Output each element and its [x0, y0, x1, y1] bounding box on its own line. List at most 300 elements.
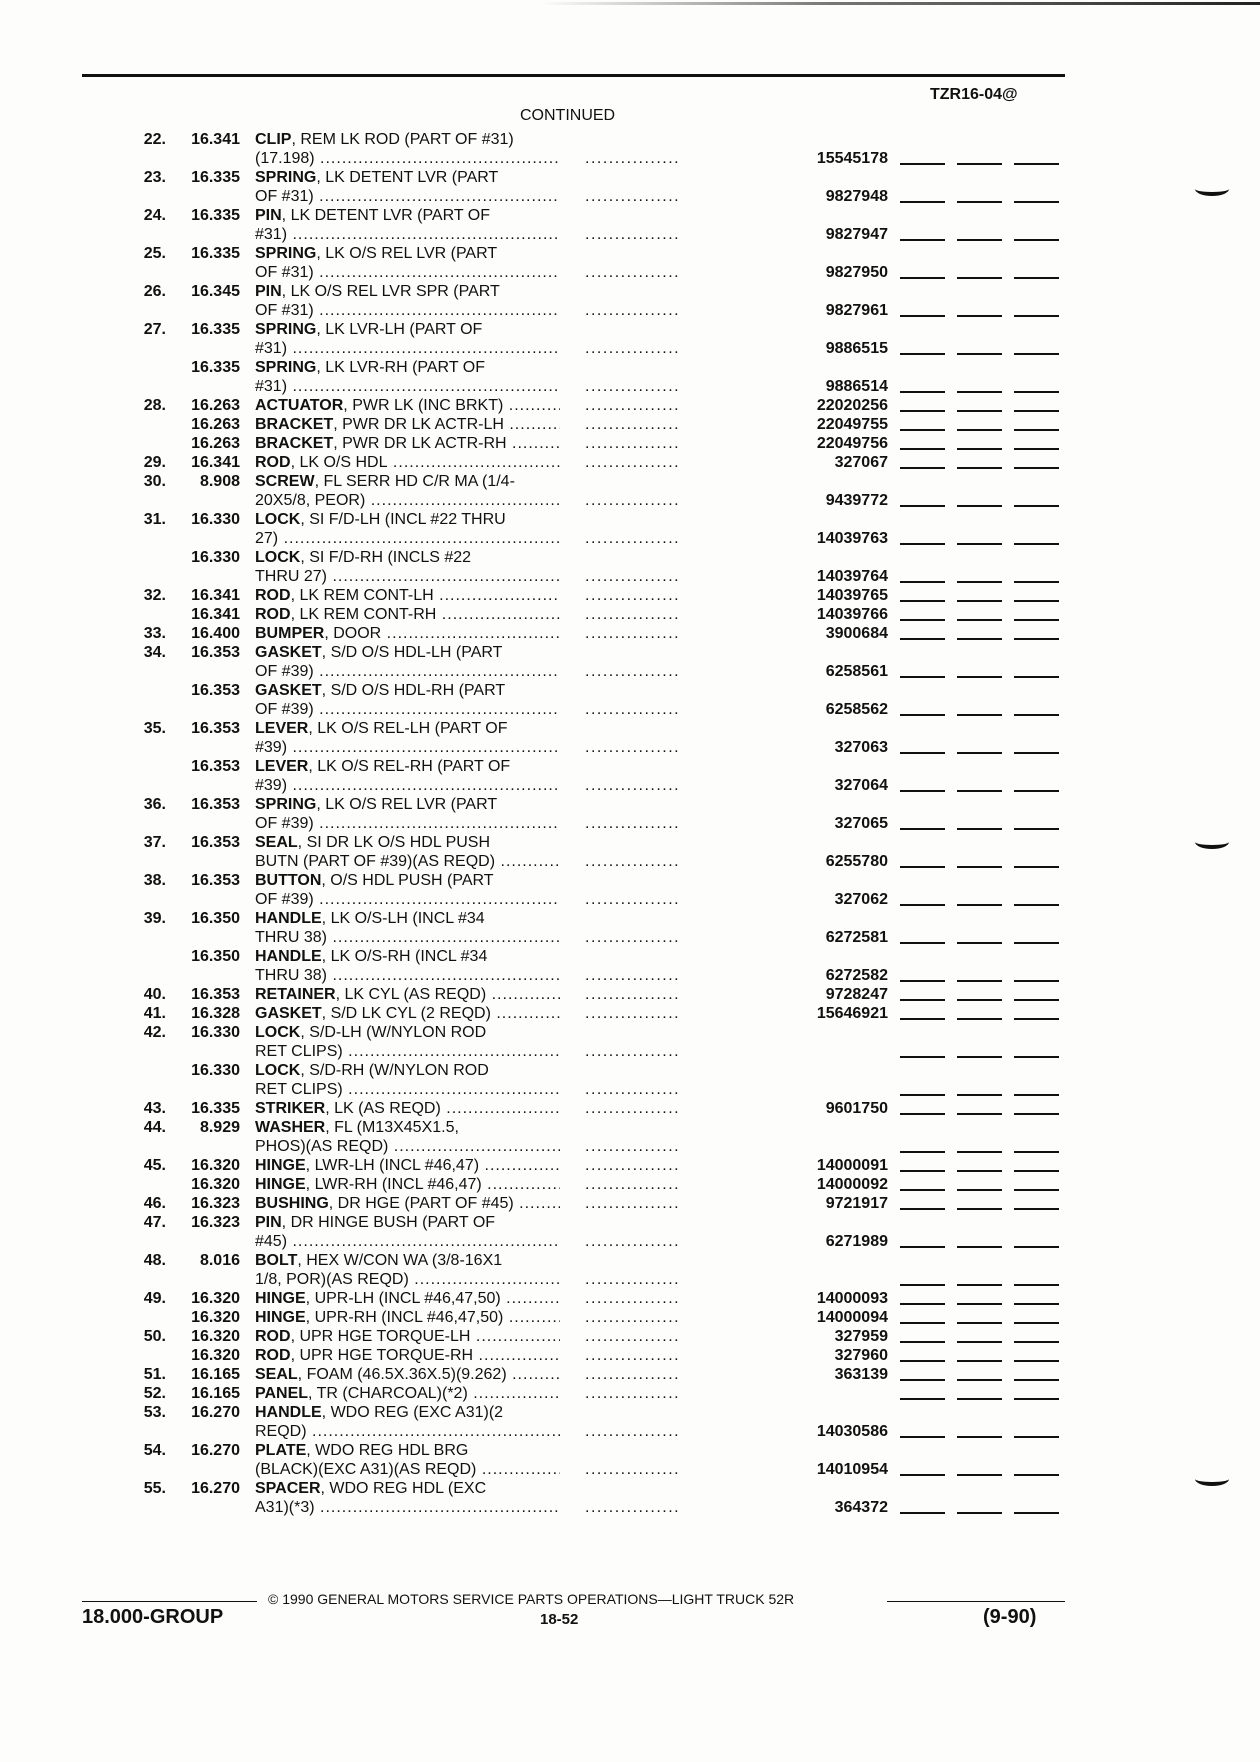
- part-detail: , SI F/D-RH (INCLS #22: [300, 549, 472, 566]
- blank-line: [1014, 1151, 1059, 1153]
- blank-line: [957, 1208, 1002, 1210]
- group-number: 16.353: [191, 872, 240, 889]
- part-detail: , LK O/S REL-RH (PART OF: [308, 758, 511, 775]
- part-detail: , LK O/S-RH (INCL #34: [321, 948, 488, 965]
- part-description: [255, 1251, 560, 1270]
- blank-line: [900, 277, 945, 279]
- part-description: [255, 472, 560, 491]
- blank-line: [957, 904, 1002, 906]
- part-detail-line2: #45) .....: [255, 1232, 560, 1251]
- part-entry: [0, 605, 1260, 624]
- blank-line: [1014, 904, 1059, 906]
- part-number: 14000094: [816, 1309, 888, 1326]
- part-entry: [0, 947, 1260, 966]
- part-name: HANDLE: [255, 1404, 322, 1421]
- item-number: 47.: [143, 1214, 166, 1231]
- blank-line: [957, 467, 1002, 469]
- part-detail: , LK DETENT LVR (PART OF: [281, 207, 491, 224]
- part-detail-line2: OF #31) .....: [255, 301, 560, 320]
- item-number: 38.: [143, 872, 166, 889]
- blank-line: [957, 163, 1002, 165]
- leader-dots: ................: [585, 663, 681, 680]
- blank-line: [957, 638, 1002, 640]
- part-name: STRIKER: [255, 1100, 326, 1117]
- part-detail: , WDO REG HDL BRG: [306, 1442, 469, 1459]
- blank-line: [957, 1056, 1002, 1058]
- part-detail-line2: (BLACK)(EXC A31)(AS REQD) .....: [255, 1460, 560, 1479]
- part-description: [255, 1441, 560, 1460]
- part-number: 327067: [834, 454, 888, 471]
- quantity-blanks: [900, 543, 1060, 545]
- blank-line: [1014, 676, 1059, 678]
- blank-line: [1014, 980, 1059, 982]
- blank-line: [1014, 353, 1059, 355]
- part-entry-continued: [0, 1422, 1260, 1441]
- quantity-blanks: [900, 163, 1060, 165]
- blank-line: [1014, 410, 1059, 412]
- part-number: 9721917: [825, 1195, 888, 1212]
- leader-dots: ................: [585, 188, 681, 205]
- part-description: [255, 415, 560, 434]
- leader-dots: ................: [585, 150, 681, 167]
- part-entry: [0, 1403, 1260, 1422]
- blank-line: [957, 429, 1002, 431]
- part-name: ROD: [255, 606, 291, 623]
- blank-line: [900, 1056, 945, 1058]
- blank-line: [900, 163, 945, 165]
- part-detail-line2: OF #31) .....: [255, 263, 560, 282]
- part-detail: , LK REM CONT-RH: [290, 606, 437, 623]
- part-detail: , LK LVR-LH (PART OF: [316, 321, 483, 338]
- part-number: 327064: [834, 777, 888, 794]
- blank-line: [900, 1341, 945, 1343]
- part-detail: , REM LK ROD (PART OF #31): [291, 131, 514, 148]
- part-name: GASKET: [255, 1005, 322, 1022]
- item-number: 43.: [143, 1100, 166, 1117]
- part-detail: , LK REM CONT-LH: [290, 587, 434, 604]
- group-number: 16.353: [191, 644, 240, 661]
- quantity-blanks: [900, 467, 1060, 469]
- blank-line: [1014, 1246, 1059, 1248]
- part-name: HINGE: [255, 1157, 306, 1174]
- part-detail-line2: RET CLIPS) .....: [255, 1042, 560, 1061]
- part-name: ROD: [255, 587, 291, 604]
- part-detail: , SI DR LK O/S HDL PUSH: [297, 834, 491, 851]
- part-entry: [0, 624, 1260, 643]
- part-description: [255, 1194, 560, 1213]
- part-entry-continued: [0, 776, 1260, 795]
- part-name: BRACKET: [255, 416, 334, 433]
- item-number: 44.: [143, 1119, 166, 1136]
- blank-line: [957, 999, 1002, 1001]
- part-detail-line2: OF #31) .....: [255, 187, 560, 206]
- part-number: 22049756: [816, 435, 888, 452]
- group-number: 16.335: [191, 207, 240, 224]
- blank-line: [900, 1303, 945, 1305]
- part-entry-continued: [0, 662, 1260, 681]
- leader-dots: ................: [585, 492, 681, 509]
- blank-line: [900, 1512, 945, 1514]
- part-description: [255, 548, 560, 567]
- part-detail: , DR HGE (PART OF #45): [328, 1195, 514, 1212]
- part-number: 14039764: [816, 568, 888, 585]
- blank-line: [1014, 942, 1059, 944]
- part-detail-line2: #31) .....: [255, 377, 560, 396]
- part-name: WASHER: [255, 1119, 326, 1136]
- part-name: ROD: [255, 1328, 291, 1345]
- part-number: 9827961: [825, 302, 888, 319]
- part-description: [255, 947, 560, 966]
- part-name: SCREW: [255, 473, 315, 490]
- part-detail-line2: OF #39) .....: [255, 814, 560, 833]
- part-number: 9827947: [825, 226, 888, 243]
- group-number: 16.165: [191, 1385, 240, 1402]
- part-detail: , LK O/S REL LVR (PART: [316, 245, 498, 262]
- item-number: 41.: [143, 1005, 166, 1022]
- part-entry: [0, 320, 1260, 339]
- part-description: [255, 320, 560, 339]
- part-entry: [0, 1156, 1260, 1175]
- part-detail: , LK LVR-RH (PART OF: [316, 359, 485, 376]
- part-name: BUMPER: [255, 625, 325, 642]
- part-name: BOLT: [255, 1252, 298, 1269]
- part-entry-continued: [0, 339, 1260, 358]
- group-number: 16.353: [191, 796, 240, 813]
- part-detail: , DOOR: [324, 625, 382, 642]
- part-entry: [0, 415, 1260, 434]
- part-entry: [0, 1441, 1260, 1460]
- blank-line: [1014, 790, 1059, 792]
- quantity-blanks: [900, 1018, 1060, 1020]
- quantity-blanks: [900, 1056, 1060, 1058]
- part-description: [255, 1061, 560, 1080]
- blank-line: [957, 505, 1002, 507]
- part-description: [255, 985, 560, 1004]
- quantity-blanks: [900, 980, 1060, 982]
- part-entry: [0, 1346, 1260, 1365]
- blank-line: [957, 1018, 1002, 1020]
- blank-line: [1014, 1436, 1059, 1438]
- part-entry: [0, 282, 1260, 301]
- part-number: 327065: [834, 815, 888, 832]
- part-entry-continued: [0, 890, 1260, 909]
- part-name: ROD: [255, 454, 291, 471]
- part-entry-continued: [0, 1498, 1260, 1517]
- part-detail-line2: A31)(*3) .....: [255, 1498, 560, 1517]
- part-description: [255, 681, 560, 700]
- part-entry: [0, 396, 1260, 415]
- group-number: 8.929: [199, 1119, 240, 1136]
- part-description: [255, 605, 560, 624]
- quantity-blanks: [900, 353, 1060, 355]
- group-number: 16.350: [191, 948, 240, 965]
- part-description: [255, 871, 560, 890]
- part-name: SPRING: [255, 796, 317, 813]
- blank-line: [957, 866, 1002, 868]
- part-entry: [0, 130, 1260, 149]
- part-detail: , WDO REG HDL (EXC: [320, 1480, 487, 1497]
- blank-line: [957, 201, 1002, 203]
- blank-line: [900, 410, 945, 412]
- blank-line: [900, 1284, 945, 1286]
- part-detail: , WDO REG (EXC A31)(2: [321, 1404, 504, 1421]
- part-detail: , UPR-RH (INCL #46,47,50): [305, 1309, 504, 1326]
- blank-line: [957, 1360, 1002, 1362]
- blank-line: [900, 1379, 945, 1381]
- part-detail-line2: OF #39) .....: [255, 890, 560, 909]
- part-description: [255, 1004, 560, 1023]
- leader-dots: ................: [585, 1309, 681, 1326]
- group-number: 16.270: [191, 1480, 240, 1497]
- part-number: 22020256: [816, 397, 888, 414]
- part-description: [255, 244, 560, 263]
- part-detail: , UPR-LH (INCL #46,47,50): [305, 1290, 501, 1307]
- item-number: 28.: [143, 397, 166, 414]
- part-name: SPRING: [255, 169, 317, 186]
- item-number: 50.: [143, 1328, 166, 1345]
- part-entry: [0, 1004, 1260, 1023]
- leader-dots: ................: [585, 1157, 681, 1174]
- blank-line: [1014, 1113, 1059, 1115]
- group-number: 16.341: [191, 587, 240, 604]
- footer-rule-left: [82, 1601, 257, 1602]
- part-name: LOCK: [255, 549, 301, 566]
- blank-line: [900, 1113, 945, 1115]
- group-number: 16.320: [191, 1347, 240, 1364]
- part-name: PLATE: [255, 1442, 307, 1459]
- group-number: 8.016: [199, 1252, 240, 1269]
- part-number: 15545178: [816, 150, 888, 167]
- blank-line: [900, 1360, 945, 1362]
- part-name: PANEL: [255, 1385, 309, 1402]
- part-description: [255, 396, 560, 415]
- part-entry-continued: [0, 852, 1260, 871]
- leader-dots: ................: [585, 777, 681, 794]
- part-description: [255, 757, 560, 776]
- part-description: [255, 510, 560, 529]
- quantity-blanks: [900, 1094, 1060, 1096]
- part-entry: [0, 1194, 1260, 1213]
- blank-line: [1014, 277, 1059, 279]
- item-number: 52.: [143, 1385, 166, 1402]
- part-number: 327062: [834, 891, 888, 908]
- leader-dots: ................: [585, 378, 681, 395]
- quantity-blanks: [900, 790, 1060, 792]
- blank-line: [957, 1284, 1002, 1286]
- blank-line: [957, 391, 1002, 393]
- blank-line: [1014, 600, 1059, 602]
- quantity-blanks: [900, 638, 1060, 640]
- quantity-blanks: [900, 1189, 1060, 1191]
- part-description: [255, 168, 560, 187]
- part-entry: [0, 643, 1260, 662]
- part-entry: [0, 719, 1260, 738]
- footer-rule-right: [887, 1601, 1065, 1602]
- part-description: [255, 1346, 560, 1365]
- quantity-blanks: [900, 1284, 1060, 1286]
- blank-line: [957, 1398, 1002, 1400]
- group-number: 16.330: [191, 1024, 240, 1041]
- blank-line: [900, 828, 945, 830]
- blank-line: [900, 866, 945, 868]
- blank-line: [957, 315, 1002, 317]
- part-description: [255, 909, 560, 928]
- blank-line: [957, 1474, 1002, 1476]
- leader-dots: ................: [585, 1328, 681, 1345]
- leader-dots: ................: [585, 435, 681, 452]
- blank-line: [957, 1151, 1002, 1153]
- part-number: 6255780: [825, 853, 888, 870]
- item-number: 31.: [143, 511, 166, 528]
- quantity-blanks: [900, 828, 1060, 830]
- leader-dots: ................: [585, 967, 681, 984]
- part-entry: [0, 1061, 1260, 1080]
- item-number: 26.: [143, 283, 166, 300]
- item-number: 30.: [143, 473, 166, 490]
- part-name: ROD: [255, 1347, 291, 1364]
- part-detail-line2: #31) .....: [255, 225, 560, 244]
- blank-line: [1014, 1360, 1059, 1362]
- part-description: [255, 453, 560, 472]
- leader-dots: ................: [585, 1043, 681, 1060]
- part-detail-line2: THRU 38) .....: [255, 928, 560, 947]
- item-number: 29.: [143, 454, 166, 471]
- part-entry: [0, 757, 1260, 776]
- part-entry: [0, 510, 1260, 529]
- part-description: [255, 1023, 560, 1042]
- blank-line: [1014, 315, 1059, 317]
- part-detail: , UPR HGE TORQUE-RH: [290, 1347, 474, 1364]
- part-description: [255, 1099, 560, 1118]
- part-number: 6272582: [825, 967, 888, 984]
- part-description: [255, 206, 560, 225]
- copyright-notice: © 1990 GENERAL MOTORS SERVICE PARTS OPERATIONS—LIGHT TRUCK 52R: [268, 1591, 795, 1607]
- part-detail: , LWR-LH (INCL #46,47): [305, 1157, 480, 1174]
- part-detail-line2: #39) .....: [255, 776, 560, 795]
- blank-line: [1014, 505, 1059, 507]
- part-name: LOCK: [255, 1062, 301, 1079]
- group-number: 16.335: [191, 359, 240, 376]
- blank-line: [900, 1474, 945, 1476]
- quantity-blanks: [900, 1341, 1060, 1343]
- part-entry: [0, 681, 1260, 700]
- part-number: 9728247: [825, 986, 888, 1003]
- group-number: 16.263: [191, 416, 240, 433]
- group-number: 16.328: [191, 1005, 240, 1022]
- item-number: 22.: [143, 131, 166, 148]
- item-number: 45.: [143, 1157, 166, 1174]
- part-number: 14000093: [816, 1290, 888, 1307]
- leader-dots: ................: [585, 340, 681, 357]
- part-description: [255, 282, 560, 301]
- item-number: 24.: [143, 207, 166, 224]
- page-number: 18-52: [540, 1611, 579, 1628]
- blank-line: [957, 1512, 1002, 1514]
- blank-line: [900, 1170, 945, 1172]
- blank-line: [1014, 1379, 1059, 1381]
- blank-line: [957, 543, 1002, 545]
- blank-line: [957, 600, 1002, 602]
- part-number: 14000091: [816, 1157, 888, 1174]
- quantity-blanks: [900, 239, 1060, 241]
- blank-line: [1014, 638, 1059, 640]
- leader-dots: ................: [585, 1423, 681, 1440]
- part-detail: , PWR DR LK ACTR-LH: [333, 416, 504, 433]
- leader-dots: ................: [585, 815, 681, 832]
- part-detail: , LK DETENT LVR (PART: [316, 169, 499, 186]
- part-description: [255, 1384, 560, 1403]
- blank-line: [900, 581, 945, 583]
- leader-dots: ................: [585, 530, 681, 547]
- part-name: LOCK: [255, 1024, 301, 1041]
- part-entry: [0, 909, 1260, 928]
- blank-line: [957, 1246, 1002, 1248]
- part-description: [255, 434, 560, 453]
- quantity-blanks: [900, 714, 1060, 716]
- part-description: [255, 1289, 560, 1308]
- part-entry-continued: [0, 149, 1260, 168]
- leader-dots: ................: [585, 1233, 681, 1250]
- part-detail-line2: 1/8, POR)(AS REQD) .....: [255, 1270, 560, 1289]
- blank-line: [1014, 1512, 1059, 1514]
- part-entry-continued: [0, 263, 1260, 282]
- leader-dots: ................: [585, 1100, 681, 1117]
- part-detail-line2: #39) .....: [255, 738, 560, 757]
- group-number: 16.320: [191, 1328, 240, 1345]
- group-number: 16.353: [191, 986, 240, 1003]
- part-entry: [0, 434, 1260, 453]
- part-number: 14039766: [816, 606, 888, 623]
- blank-line: [900, 752, 945, 754]
- part-entry: [0, 1327, 1260, 1346]
- quantity-blanks: [900, 1474, 1060, 1476]
- part-name: SPRING: [255, 321, 317, 338]
- part-name: BRACKET: [255, 435, 334, 452]
- part-entry-continued: [0, 1080, 1260, 1099]
- group-number: 16.263: [191, 397, 240, 414]
- group-number: 16.330: [191, 1062, 240, 1079]
- leader-dots: ................: [585, 891, 681, 908]
- group-number: 16.335: [191, 321, 240, 338]
- part-description: [255, 624, 560, 643]
- part-name: ACTUATOR: [255, 397, 344, 414]
- blank-line: [957, 1322, 1002, 1324]
- quantity-blanks: [900, 1360, 1060, 1362]
- part-number: 6272581: [825, 929, 888, 946]
- quantity-blanks: [900, 410, 1060, 412]
- part-name: HANDLE: [255, 910, 322, 927]
- part-detail: , PWR LK (INC BRKT): [343, 397, 504, 414]
- part-detail-line2: THRU 27) .....: [255, 567, 560, 586]
- blank-line: [900, 315, 945, 317]
- blank-line: [900, 942, 945, 944]
- quantity-blanks: [900, 277, 1060, 279]
- part-description: [255, 1365, 560, 1384]
- blank-line: [900, 391, 945, 393]
- blank-line: [900, 600, 945, 602]
- blank-line: [900, 467, 945, 469]
- item-number: 35.: [143, 720, 166, 737]
- leader-dots: ................: [585, 739, 681, 756]
- item-number: 40.: [143, 986, 166, 1003]
- leader-dots: ................: [585, 853, 681, 870]
- part-entry: [0, 1365, 1260, 1384]
- part-number: 364372: [834, 1499, 888, 1516]
- quantity-blanks: [900, 1151, 1060, 1153]
- blank-line: [957, 676, 1002, 678]
- part-entry-continued: [0, 814, 1260, 833]
- part-detail: , DR HINGE BUSH (PART OF: [281, 1214, 496, 1231]
